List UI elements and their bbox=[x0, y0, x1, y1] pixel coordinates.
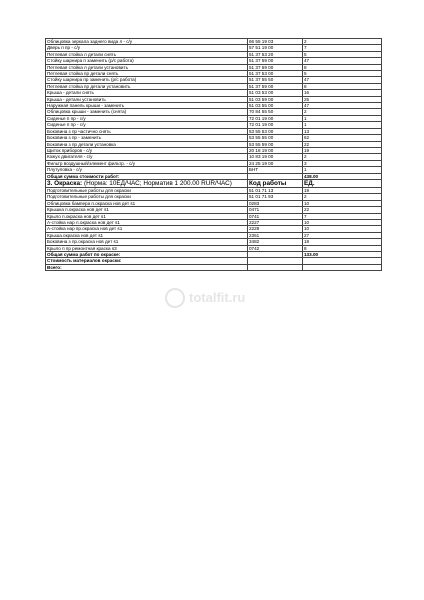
row-units: 27 bbox=[303, 232, 382, 238]
row-units: 1 bbox=[303, 115, 382, 121]
total-work-value: 438.00 bbox=[303, 173, 382, 179]
row-units: 18 bbox=[303, 239, 382, 245]
row-units: 47 bbox=[303, 77, 382, 83]
row-description: Петлевая стойка л детали снять bbox=[46, 51, 248, 57]
row-units: 47 bbox=[303, 58, 382, 64]
row-work-code: 51 37 55 50 bbox=[248, 77, 303, 83]
row-units: 13 bbox=[303, 128, 382, 134]
total-work-label: Общая сумма стоимости работ: bbox=[46, 173, 248, 179]
total-paint-value: 133.00 bbox=[303, 252, 382, 258]
row-units: 8 bbox=[303, 64, 382, 70]
row-description: Стойку шарнира пр заменить (р/с работа) bbox=[46, 77, 248, 83]
row-description: Петлевая стойка л детали установить bbox=[46, 64, 248, 70]
row-work-code: 72 01 19 00 bbox=[248, 115, 303, 121]
section-title-bold: 3. Окраска: bbox=[47, 179, 83, 187]
row-units: 2 bbox=[303, 109, 382, 115]
estimate-page bbox=[45, 38, 381, 271]
row-description: А-стойка нар л.окраска нов дет s1 bbox=[46, 219, 248, 225]
row-work-code: 0741 bbox=[248, 213, 303, 219]
row-description: Боковина з пр частично снять bbox=[46, 128, 248, 134]
total-paint-label: Общая сумма работ по окраске: bbox=[46, 252, 248, 258]
row-description: Петлевая стойка пр детали установить bbox=[46, 83, 248, 89]
row-description: Стойку шарнира п заменить (р/с работа) bbox=[46, 58, 248, 64]
watermark-text: totalfit.ru bbox=[189, 290, 246, 305]
section-header-row bbox=[46, 179, 382, 187]
row-work-code: 66 55 19 03 bbox=[248, 39, 303, 45]
paint-section-header bbox=[46, 179, 382, 187]
row-description: Подготовительные работы для окраски bbox=[46, 194, 248, 200]
row-units: 7 bbox=[303, 213, 382, 219]
row-work-code: 2227 bbox=[248, 219, 303, 225]
row-work-code: 53 55 55 00 bbox=[248, 135, 303, 141]
row-work-code: 20 18 19 00 bbox=[248, 147, 303, 153]
row-work-code: 51 03 59 00 bbox=[248, 96, 303, 102]
work-rows bbox=[46, 39, 382, 174]
total-materials-label: Стоимость материалов окраски: bbox=[46, 258, 248, 264]
row-work-code: 53 55 53 00 bbox=[248, 128, 303, 134]
row-description: Петлевая стойка пр детали снять bbox=[46, 71, 248, 77]
row-work-code: 51 37 59 00 bbox=[248, 83, 303, 89]
row-description: Крышка п.окраска нов дет s1 bbox=[46, 207, 248, 213]
row-units: 2 bbox=[303, 154, 382, 160]
grand-total-row bbox=[46, 264, 382, 270]
paint-rows bbox=[46, 187, 382, 251]
row-units: 22 bbox=[303, 141, 382, 147]
row-description: Наружная панель крыши - заменить bbox=[46, 103, 248, 109]
row-work-code: 51 03 53 00 bbox=[248, 90, 303, 96]
row-description: Облицовка бампера п.окраска нов дет s1 bbox=[46, 200, 248, 206]
row-work-code: 51 01 71 13 bbox=[248, 187, 303, 193]
row-description: Дверь п пр - с/у bbox=[46, 45, 248, 51]
row-work-code: 72 01 19 00 bbox=[248, 122, 303, 128]
row-description: Сиденье п пр - с/у bbox=[46, 115, 248, 121]
row-units: 19 bbox=[303, 147, 382, 153]
row-units: 1 bbox=[303, 167, 382, 173]
row-units: 8 bbox=[303, 245, 382, 251]
row-units: 19 bbox=[303, 187, 382, 193]
row-units: 25 bbox=[303, 96, 382, 102]
row-units: 1 bbox=[303, 122, 382, 128]
row-description: Фильтр воздушный/элемент фильтр. - с/у bbox=[46, 160, 248, 166]
row-work-code: 24 25 19 00 bbox=[248, 160, 303, 166]
row-work-code: 51 37 53 20 bbox=[248, 51, 303, 57]
row-units: 10 bbox=[303, 200, 382, 206]
row-description: Боковина з пр - заменить bbox=[46, 135, 248, 141]
row-description: Крыша - детали установить bbox=[46, 96, 248, 102]
row-units: 16 bbox=[303, 90, 382, 96]
row-units: 8 bbox=[303, 83, 382, 89]
row-units: 2 bbox=[303, 194, 382, 200]
row-work-code: 51 37 59 00 bbox=[248, 58, 303, 64]
row-work-code: 0742 bbox=[248, 245, 303, 251]
row-work-code: 70 84 55 50 bbox=[248, 109, 303, 115]
watermark bbox=[165, 286, 265, 310]
row-units: 7 bbox=[303, 45, 382, 51]
row-units: 22 bbox=[303, 207, 382, 213]
row-work-code: 3482 bbox=[248, 239, 303, 245]
row-work-code: 10 83 19 00 bbox=[248, 154, 303, 160]
row-units: 10 bbox=[303, 226, 382, 232]
section-title-norm: (Норма: 10ЕД/ЧАС; Норматив 1 200.00 RUR/ЧАС) bbox=[83, 179, 232, 187]
row-units: 2 bbox=[303, 39, 382, 45]
row-work-code: 51 01 71 93 bbox=[248, 194, 303, 200]
row-description: Крыша.окраска нов дет s1 bbox=[46, 232, 248, 238]
row-description: Щиток приборов - с/у bbox=[46, 147, 248, 153]
row-description: А-стойка нар пр.окраска нов дет s1 bbox=[46, 226, 248, 232]
grand-total-label: Всего: bbox=[46, 264, 248, 270]
header-units: ЕД. bbox=[303, 179, 382, 187]
row-work-code: 2228 bbox=[248, 226, 303, 232]
row-description: Облицовка зеркала заднего вида л - с/у bbox=[46, 39, 248, 45]
row-description: Крыло п пр ремонтная краска s3 bbox=[46, 245, 248, 251]
row-description: Боковина з пр детали установка bbox=[46, 141, 248, 147]
row-description: Крыша - детали снять bbox=[46, 90, 248, 96]
row-work-code: 51 37 59 00 bbox=[248, 64, 303, 70]
row-work-code: 2351 bbox=[248, 232, 303, 238]
row-work-code: БНТ bbox=[248, 167, 303, 173]
section-title bbox=[46, 179, 248, 187]
watermark-logo-icon bbox=[165, 288, 185, 308]
row-description: Плутуловка - с/у bbox=[46, 167, 248, 173]
row-units: 62 bbox=[303, 135, 382, 141]
estimate-table bbox=[45, 38, 382, 271]
row-work-code: 51 03 55 00 bbox=[248, 103, 303, 109]
row-work-code: 0471 bbox=[248, 207, 303, 213]
row-work-code: 53 55 59 00 bbox=[248, 141, 303, 147]
row-description: Облицовка крыши - заменить (снята) bbox=[46, 109, 248, 115]
row-description: Сиденье п пр - с/у bbox=[46, 122, 248, 128]
row-units: 5 bbox=[303, 51, 382, 57]
row-description: Крыло п.окраска нов дет s1 bbox=[46, 213, 248, 219]
row-work-code: 0283 bbox=[248, 200, 303, 206]
row-description: Боковина з пр.окраска нов дет s1 bbox=[46, 239, 248, 245]
row-work-code: 57 51 19 00 bbox=[248, 45, 303, 51]
row-description: Подготовительные работы для окраски bbox=[46, 187, 248, 193]
row-units: 47 bbox=[303, 103, 382, 109]
row-units: 3 bbox=[303, 160, 382, 166]
row-description: Кожух двигателя - с/у bbox=[46, 154, 248, 160]
row-units: 10 bbox=[303, 219, 382, 225]
row-units: 5 bbox=[303, 71, 382, 77]
row-work-code: 51 37 53 00 bbox=[248, 71, 303, 77]
totals bbox=[46, 252, 382, 271]
header-work-code: Код работы bbox=[248, 179, 303, 187]
